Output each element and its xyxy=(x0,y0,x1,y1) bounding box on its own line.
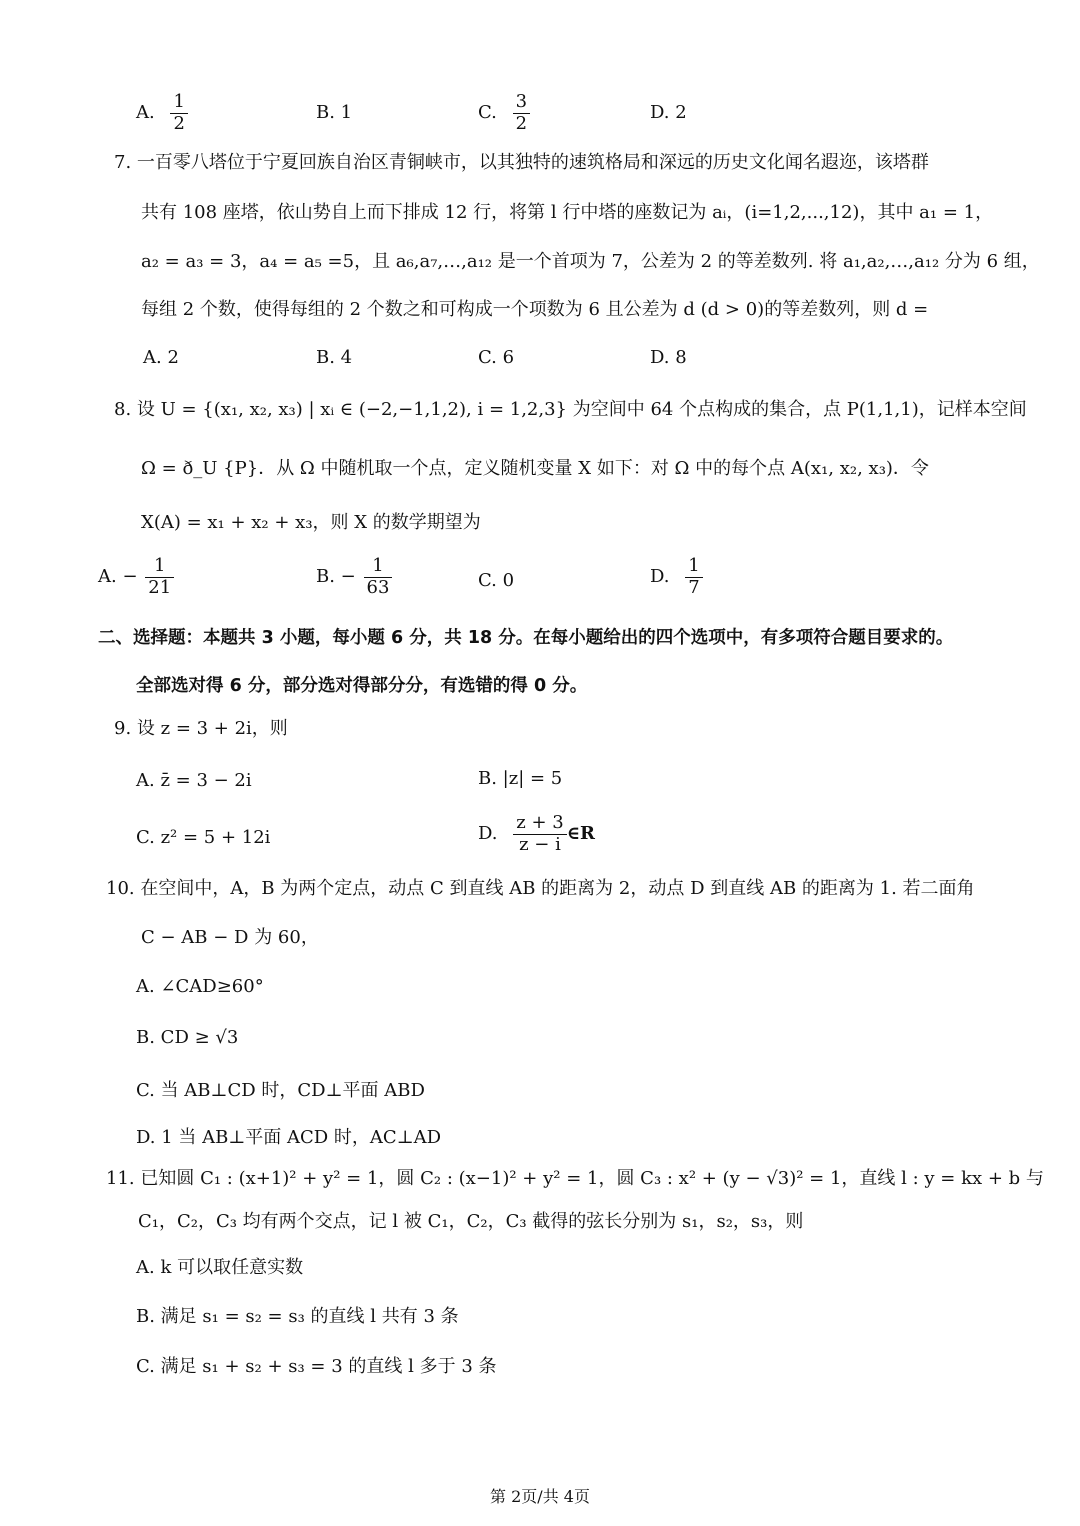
q6-option-a: A. $\frac{1}{2}$ xyxy=(136,92,188,134)
page-footer: 第 2页/共 4页 xyxy=(490,1487,590,1506)
q10-line-2: C − AB − D 为 60， xyxy=(141,927,319,948)
q7-line-3: a₂ = a₃ = 3，a₄ = a₅ =5，且 a₆,a₇,…,a₁₂ 是一个首项为 7，公差为 2 的等差数列. 将 a₁,a₂,…,a₁₂ 分为 6 组， xyxy=(141,251,1040,272)
q11-line-2: C₁，C₂，C₃ 均有两个交点，记 l 被 C₁，C₂，C₃ 截得的弦长分别为 s₁，s₂，s₃，则 xyxy=(138,1211,804,1232)
q7-line-1: 7. 一百零八塔位于宁夏回族自治区青铜峡市，以其独特的速筑格局和深远的历史文化闻名遐迩，该塔群 xyxy=(114,152,929,173)
q6-option-c-denominator: 2 xyxy=(515,112,528,134)
q10-line-1: 10. 在空间中，A，B 为两个定点，动点 C 到直线 AB 的距离为 2，动点 D 到直线 AB 的距离为 1. 若二面角 xyxy=(106,878,975,899)
q9-stem: 9. 设 z = 3 + 2i，则 xyxy=(114,718,288,739)
q10-option-b: B. CD ≥ √3 xyxy=(136,1027,239,1048)
section-2-heading: 二、选择题：本题共 3 小题，每小题 6 分，共 18 分。在每小题给出的四个选项中，有多项符合题目要求的。 xyxy=(98,628,954,648)
q9-option-c: C. z² = 5 + 12i xyxy=(136,827,271,848)
section-2-instructions: 全部选对得 6 分，部分选对得部分分，有选错的得 0 分。 xyxy=(136,676,588,696)
q7-line-2: 共有 108 座塔，依山势自上而下排成 12 行，将第 l 行中塔的座数记为 aᵢ，(i=1,2,...,12)，其中 a₁ = 1， xyxy=(141,202,994,223)
q8-option-d: D. $\frac{1}{7}$ xyxy=(650,556,703,598)
q11-option-b: B. 满足 s₁ = s₂ = s₃ 的直线 l 共有 3 条 xyxy=(136,1306,459,1327)
q6-option-d: D. 2 xyxy=(650,102,687,123)
q8-line-2: Ω = ð_U {P}．从 Ω 中随机取一个点，定义随机变量 X 如下：对 Ω 中的每个点 A(x₁, x₂, x₃)．令 xyxy=(141,458,929,479)
q10-option-d: D. 1 当 AB⊥平面 ACD 时，AC⊥AD xyxy=(136,1127,442,1148)
q8-option-c: C. 0 xyxy=(478,570,515,591)
q8-line-3: X(A) = x₁ + x₂ + x₃，则 X 的数学期望为 xyxy=(141,512,481,533)
q8-option-a: A. − $\frac{1}{21}$ xyxy=(98,556,174,598)
q7-option-b: B. 4 xyxy=(316,347,353,368)
q9-option-d-suffix: ∈R xyxy=(566,823,596,845)
q7-option-a: A. 2 xyxy=(143,347,179,368)
q6-option-c: C. $\frac{3}{2}$ xyxy=(478,92,530,134)
q11-option-c: C. 满足 s₁ + s₂ + s₃ = 3 的直线 l 多于 3 条 xyxy=(136,1356,497,1377)
q8-option-a-denominator: 21 xyxy=(148,576,172,598)
q9-option-d-numerator: z + 3 xyxy=(513,813,566,835)
q7-option-c: C. 6 xyxy=(478,347,515,368)
q11-option-a: A. k 可以取任意实数 xyxy=(136,1257,304,1278)
q9-option-a: A. z̄ = 3 − 2i xyxy=(136,770,252,791)
q8-option-d-denominator: 7 xyxy=(688,576,700,598)
q8-line-1: 8. 设 U = {(x₁, x₂, x₃) | xᵢ ∈ (−2,−1,1,2), i = 1,2,3} 为空间中 64 个点构成的集合，点 P(1,1,1)，记样本空间 xyxy=(114,399,1027,420)
q8-option-b-denominator: 63 xyxy=(366,576,390,598)
q8-option-d-numerator: 1 xyxy=(685,556,702,578)
q8-option-b: B. − $\frac{1}{63}$ xyxy=(316,556,392,598)
q10-option-c: C. 当 AB⊥CD 时，CD⊥平面 ABD xyxy=(136,1080,425,1101)
q8-option-a-numerator: 1 xyxy=(145,556,174,578)
q6-option-a-denominator: 2 xyxy=(173,112,185,134)
q11-line-1: 11. 已知圆 C₁ : (x+1)² + y² = 1，圆 C₂ : (x−1)² + y² = 1，圆 C₃ : x² + (y − √3)² = 1，直线 l : y = kx + b 与 xyxy=(106,1168,1044,1189)
q10-option-a: A. ∠CAD≥60° xyxy=(136,976,264,997)
q9-option-d-denominator: z − i xyxy=(519,833,561,855)
q6-option-a-numerator: 1 xyxy=(170,92,187,114)
q8-option-b-numerator: 1 xyxy=(364,556,393,578)
q7-option-d: D. 8 xyxy=(650,347,687,368)
q9-option-b: B. |z| = 5 xyxy=(478,768,563,789)
q7-line-4: 每组 2 个数，使得每组的 2 个数之和可构成一个项数为 6 且公差为 d (d > 0)的等差数列，则 d = xyxy=(141,299,929,320)
q9-option-d: D. $\frac{z + 3}{z - i}$ ∈R xyxy=(478,812,596,855)
q6-option-b: B. 1 xyxy=(316,102,353,123)
q6-option-c-numerator: 3 xyxy=(513,92,530,114)
